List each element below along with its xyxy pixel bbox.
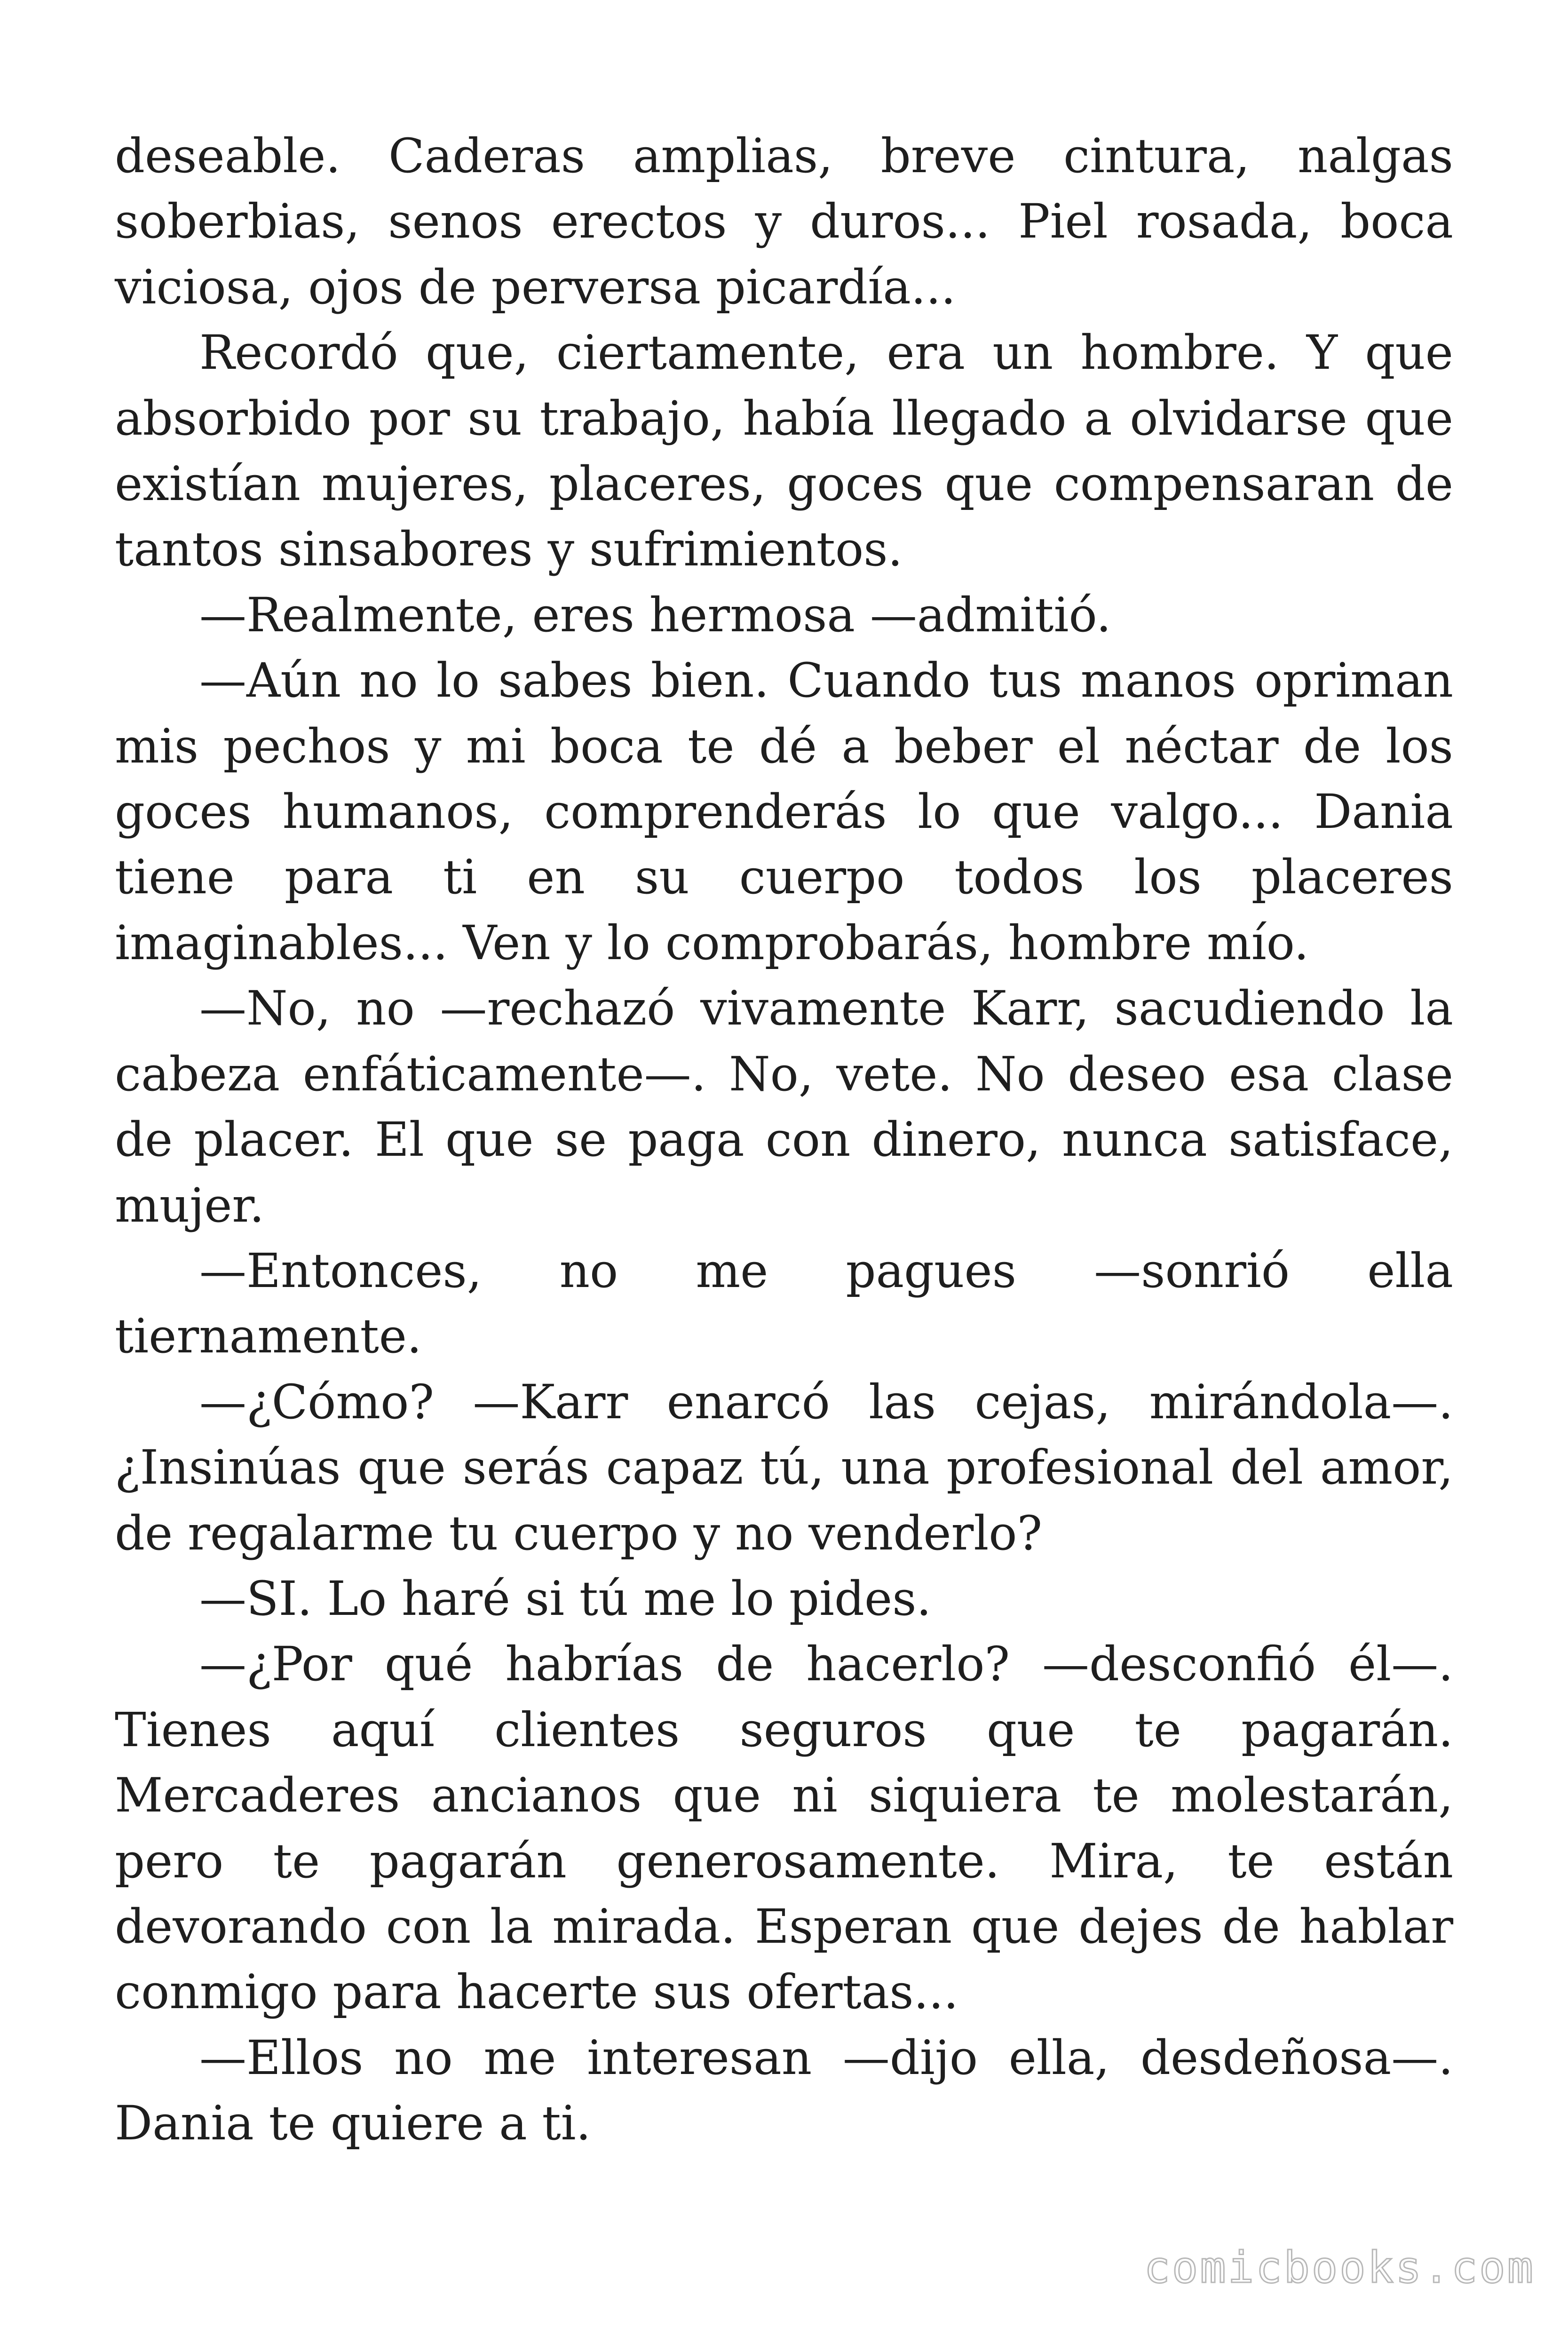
paragraph-7: —¿Cómo? —Karr enarcó las cejas, mirándola—. ¿Insinúas que serás capaz tú, una profesional del amor, de regalarme tu cuerpo y no venderlo? (115, 1374, 1453, 1561)
watermark: comicbooks.com (1144, 2242, 1535, 2293)
paragraph-8: —SI. Lo haré si tú me lo pides. (199, 1571, 932, 1626)
paragraph-6: —Entonces, no me pagues —sonrió ella tiernamente. (115, 1243, 1453, 1364)
paragraph-9: —¿Por qué habrías de hacerlo? —desconfió él—. Tienes aquí clientes seguros que te pagarán. Mercaderes ancianos que ni siquiera te molestarán, pero te pagarán generosamente. Mira, te están devorando con la mirada. Esperan que dejes de hablar conmigo para hacerte sus ofertas... (115, 1637, 1453, 2020)
paragraph-2: Recordó que, ciertamente, era un hombre. Y que absorbido por su trabajo, había llegado a olvidarse que existían mujeres, placeres, goces que compensaran de tantos sinsabores y sufrimientos. (115, 325, 1453, 577)
paragraph-10: —Ellos no me interesan —dijo ella, desdeñosa—. Dania te quiere a ti. (115, 2030, 1453, 2151)
page-body-text (115, 123, 1453, 2156)
paragraph-5: —No, no —rechazó vivamente Karr, sacudiendo la cabeza enfáticamente—. No, vete. No deseo esa clase de placer. El que se paga con dinero, nunca satisface, mujer. (115, 981, 1453, 1233)
paragraph-1: deseable. Caderas amplias, breve cintura, nalgas soberbias, senos erectos y duros... Piel rosada, boca viciosa, ojos de perversa picardía... (115, 128, 1453, 315)
paragraph-3: —Realmente, eres hermosa —admitió. (199, 587, 1111, 643)
paragraph-4: —Aún no lo sabes bien. Cuando tus manos opriman mis pechos y mi boca te dé a beber el néctar de los goces humanos, comprenderás lo que valgo... Dania tiene para ti en su cuerpo todos los placeres imaginables... Ven y lo comprobarás, hombre mío. (115, 653, 1453, 970)
